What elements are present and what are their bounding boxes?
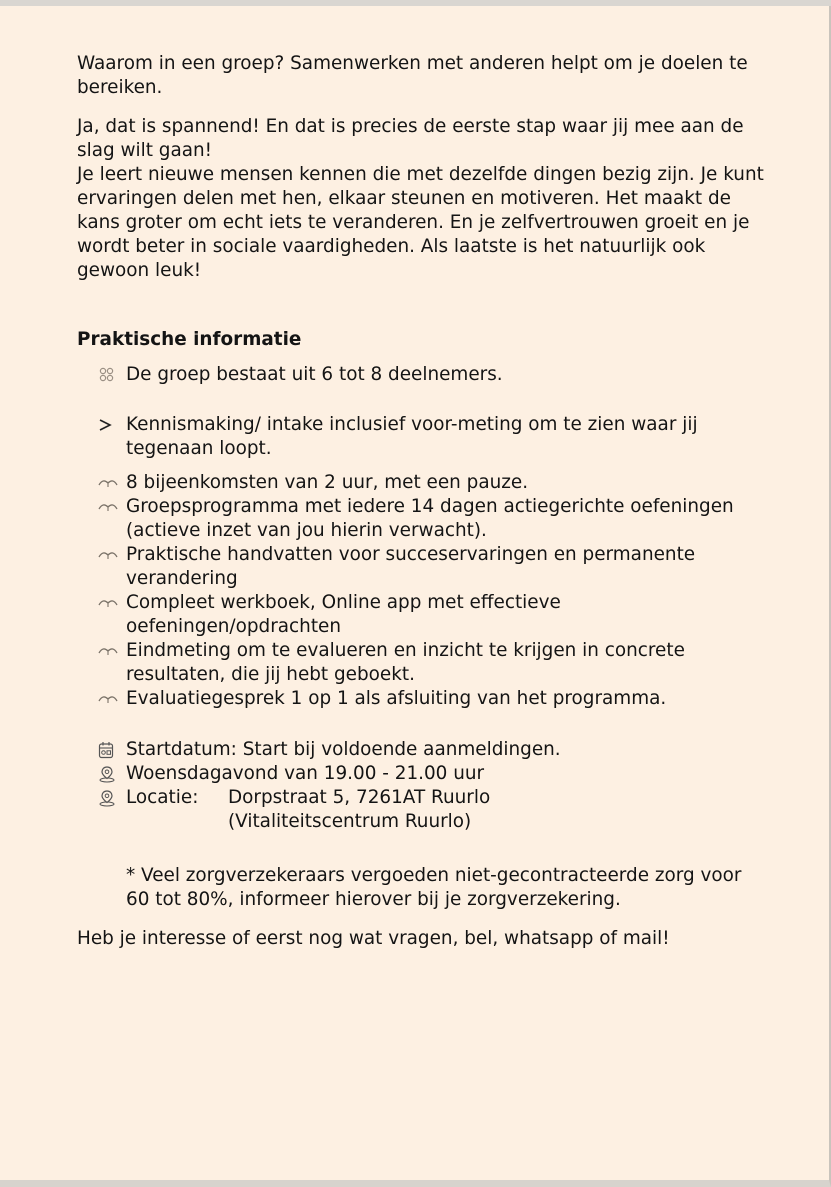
list-item-session-5 xyxy=(77,639,767,687)
book-icon xyxy=(98,687,124,711)
closing-text: Heb je interesse of eerst nog wat vragen, bel, whatsapp of mail! xyxy=(77,928,670,949)
location-address xyxy=(228,786,490,834)
location-line-2: (Vitaliteitscentrum Ruurlo) xyxy=(228,811,472,832)
book-icon xyxy=(98,591,124,615)
list-item-start xyxy=(77,738,767,762)
location-icon xyxy=(98,762,124,786)
book-icon xyxy=(98,495,124,519)
list-item-location xyxy=(77,786,767,834)
list-item-session-2 xyxy=(77,495,767,543)
document-content xyxy=(77,52,767,951)
section-heading: Praktische informatie xyxy=(77,329,302,350)
list-item-time xyxy=(77,762,767,786)
list-item-session-1 xyxy=(77,471,767,495)
list-item-session-4 xyxy=(77,591,767,639)
info-list xyxy=(77,363,767,834)
list-item-intake xyxy=(77,413,767,461)
group-size-text: De groep bestaat uit 6 tot 8 deelnemers. xyxy=(126,364,503,385)
session-text-1: 8 bijeenkomsten van 2 uur, met een pauze. xyxy=(126,472,529,493)
list-item-session-3 xyxy=(77,543,767,591)
location-line-1: Dorpstraat 5, 7261AT Ruurlo xyxy=(228,787,491,808)
book-icon xyxy=(98,471,124,495)
paragraph-line-2: Je leert nieuwe mensen kennen die met dezelfde dingen bezig zijn. Je kunt ervaringen delen met hen, elkaar steunen en motiveren. Het maakt de kans groter om echt iets te veranderen. En je zelfvertrouwen groeit en je wordt beter in sociale vaardigheden. Als laatste is het natuurlijk ook gewoon leuk! xyxy=(77,164,764,281)
paragraph-line-1: Ja, dat is spannend! En dat is precies de eerste stap waar jij mee aan de slag wilt gaan! xyxy=(77,116,744,161)
viewer-top-edge xyxy=(0,0,831,6)
calendar-icon xyxy=(98,738,124,762)
list-item-session-6 xyxy=(77,687,767,711)
start-text: Startdatum: Start bij voldoende aanmeldingen. xyxy=(126,739,561,760)
session-text-2: Groepsprogramma met iedere 14 dagen actiegerichte oefeningen (actieve inzet van jou hierin verwacht). xyxy=(126,496,734,541)
book-icon xyxy=(98,639,124,663)
book-icon xyxy=(98,543,124,567)
location-label: Locatie: xyxy=(126,787,199,808)
session-text-3: Praktische handvatten voor succeservaringen en permanente verandering xyxy=(126,544,696,589)
arrow-bullet-icon xyxy=(98,413,124,437)
people-icon xyxy=(98,363,124,387)
session-text-6: Evaluatiegesprek 1 op 1 als afsluiting van het programma. xyxy=(126,688,667,709)
location-row xyxy=(126,786,767,834)
intro-text: Waarom in een groep? Samenwerken met anderen helpt om je doelen te bereiken. xyxy=(77,53,748,98)
session-text-5: Eindmeting om te evalueren en inzicht te krijgen in concrete resultaten, die jij hebt geboekt. xyxy=(126,640,685,685)
intake-text: Kennismaking/ intake inclusief voor-meting om te zien waar jij tegenaan loopt. xyxy=(126,414,698,459)
location-icon xyxy=(98,786,124,810)
list-item-group-size xyxy=(77,363,767,387)
time-text: Woensdagavond van 19.00 - 21.00 uur xyxy=(126,763,485,784)
insurance-note: * Veel zorgverzekeraars vergoeden niet-gecontracteerde zorg voor 60 tot 80%, informeer hierover bij je zorgverzekering. xyxy=(126,865,742,910)
session-text-4: Compleet werkboek, Online app met effectieve oefeningen/opdrachten xyxy=(126,592,561,637)
